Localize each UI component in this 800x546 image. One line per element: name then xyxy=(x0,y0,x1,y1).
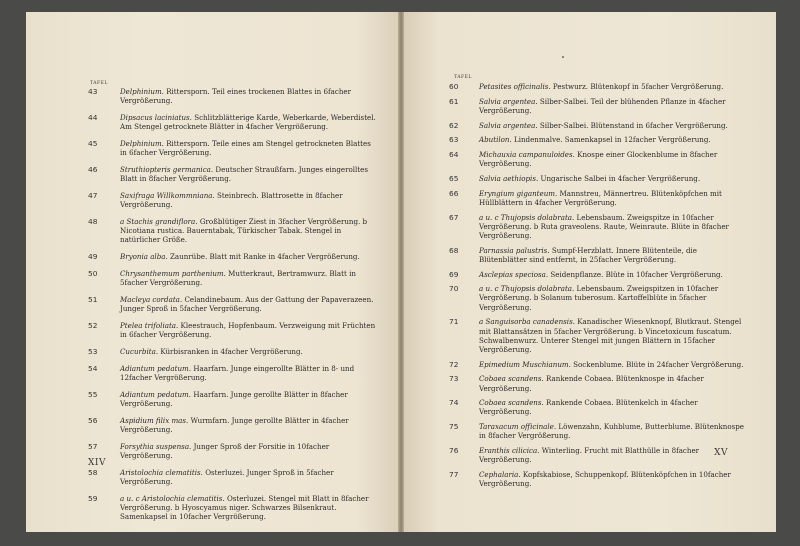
plate-entry xyxy=(88,442,378,460)
plate-entry xyxy=(449,446,747,464)
plate-entry xyxy=(449,246,747,264)
plate-caption xyxy=(120,321,378,339)
plate-caption xyxy=(479,213,747,241)
plate-description: Steinbrech. Blattrosette in 8facher Vergrößerung. xyxy=(120,191,343,210)
plate-description: Silber-Salbei. Teil der blühenden Pflanze in 4facher Vergrößerung. xyxy=(479,96,726,115)
plate-number: 56 xyxy=(88,415,98,425)
plate-caption xyxy=(479,398,747,416)
species-name: Aristolochia clematitis. xyxy=(120,467,203,477)
plate-number: 59 xyxy=(88,493,98,503)
right-entry-list xyxy=(449,82,747,494)
plate-description: Löwenzahn, Kuhblume, Butterblume. Blütenknospe in 8facher Vergrößerung. xyxy=(479,422,744,441)
book-gutter xyxy=(398,12,404,532)
plate-number: 43 xyxy=(88,87,98,96)
plate-description: Sumpf-Herzblatt. Innere Blütenteile, die Blütenblätter sind entfernt, in 25facher Vergrößerung. xyxy=(479,245,698,264)
plate-entry xyxy=(449,189,747,207)
species-name: Eranthis cilicica. xyxy=(479,446,540,456)
plate-caption xyxy=(479,150,747,168)
plate-number: 45 xyxy=(88,139,98,148)
plate-number: 71 xyxy=(449,317,459,327)
species-name: Struthiopteris germanica. xyxy=(120,165,214,174)
species-name: Salvia aethiopis. xyxy=(479,173,539,183)
plate-description: Celandinebaum. Aus der Gattung der Papaverazeen. Junger Sproß in 5facher Vergrößerung. xyxy=(120,295,374,314)
plate-entry xyxy=(88,494,378,522)
plate-entry xyxy=(88,191,378,209)
plate-description: Kleestrauch, Hopfenbaum. Verzweigung mit Früchten in 6facher Vergrößerung. xyxy=(120,321,376,340)
plate-description: Mannstreu, Männertreu. Blütenköpfchen mit Hüllblättern in 4facher Vergrößerung. xyxy=(479,188,722,207)
left-entry-list xyxy=(88,87,378,529)
species-name: Michauxia campanuloides. xyxy=(479,150,575,160)
plate-number: 57 xyxy=(88,441,98,451)
plate-number: 75 xyxy=(449,422,459,432)
plate-entry xyxy=(449,97,747,115)
plate-description: Wurmfarn. Junge gerollte Blätter in 4facher Vergrößerung. xyxy=(120,415,349,434)
plate-number: 72 xyxy=(449,359,459,369)
species-name: Epimedium Muschianum. xyxy=(479,359,571,369)
species-name: Delphinium. xyxy=(120,87,164,96)
plate-entry xyxy=(449,270,747,279)
plate-number: 44 xyxy=(88,113,98,122)
species-name: Cucurbita. xyxy=(120,347,159,356)
plate-description: Kürbisranken in 4facher Vergrößerung. xyxy=(160,347,303,356)
plate-number: 60 xyxy=(449,82,459,91)
left-page xyxy=(26,12,401,532)
plate-number: 50 xyxy=(88,269,98,278)
plate-number: 77 xyxy=(449,470,459,479)
plate-entry xyxy=(88,347,378,356)
plate-number: 61 xyxy=(449,96,459,106)
plate-description: Winterling. Frucht mit Blatthülle in 8facher Vergrößerung. xyxy=(479,446,700,465)
plate-number: 58 xyxy=(88,467,98,477)
plate-number: 49 xyxy=(88,252,98,262)
species-name: Ptelea trifoliata. xyxy=(120,321,179,330)
plate-caption xyxy=(479,422,747,440)
species-name: Macleya cordata. xyxy=(120,295,183,304)
plate-description: Rittersporn. Teil eines trockenen Blattes in 6facher Vergrößerung. xyxy=(120,87,351,106)
species-name: Abutilon. xyxy=(479,135,512,145)
plate-number: 73 xyxy=(449,374,459,384)
plate-caption xyxy=(120,252,378,261)
plate-entry xyxy=(449,374,747,392)
plate-entry xyxy=(449,121,747,130)
plate-number: 65 xyxy=(449,173,459,183)
plate-number: 53 xyxy=(88,347,98,356)
plate-description: Seidenpflanze. Blüte in 10facher Vergrößerung. xyxy=(550,269,723,279)
plate-number: 68 xyxy=(449,245,459,255)
plate-description: Lebensbaum. Zweigspitzen in 10facher Vergrößerung. b Solanum tuberosum. Kartoffelblüte in 5facher Vergrößerung. xyxy=(479,284,719,312)
plate-entry xyxy=(88,295,378,313)
plate-number: 55 xyxy=(88,389,98,399)
plate-description: Schlitzblätterige Karde, Weberkarde, Weberdistel. Am Stengel getrocknete Blätter in 4facher Vergrößerung. xyxy=(120,113,376,132)
plate-description: Großblütiger Ziest in 3facher Vergrößerung. b Nicotiana rustica. Bauerntabak, Türkischer Tabak. Stengel in natürlicher Größe. xyxy=(120,217,368,245)
tafel-label-right: TAFEL xyxy=(454,75,472,80)
species-name: Forsythia suspensa. xyxy=(120,441,192,451)
plate-description: Haarfarn. Junge eingerollte Blätter in 8- und 12facher Vergrößerung. xyxy=(120,363,355,382)
plate-description: Junger Sproß der Forsitie in 10facher Vergrößerung. xyxy=(120,441,330,460)
plate-description: Osterluzei. Junger Sproß in 5facher Vergrößerung. xyxy=(120,467,334,486)
plate-description: Zaunrübe. Blatt mit Ranke in 4facher Vergrößerung. xyxy=(170,252,360,262)
plate-entry xyxy=(88,269,378,287)
plate-description: Kanadischer Wiesenknopf, Blutkraut. Stengel mit Blattansätzen in 5facher Vergrößerung. b Vincetoxicum fuscatum. Schwalbenwurz. Unterer Stengel mit jungen Blättern in 15facher Vergrößerung. xyxy=(479,317,742,354)
plate-caption xyxy=(479,189,747,207)
plate-caption xyxy=(479,246,747,264)
plate-entry xyxy=(88,217,378,245)
plate-entry xyxy=(88,165,378,183)
species-name: Taraxacum officinale. xyxy=(479,422,557,432)
plate-entry xyxy=(449,360,747,369)
plate-caption xyxy=(120,139,378,157)
plate-entry xyxy=(449,213,747,241)
paper-speck xyxy=(562,56,564,58)
tafel-label-left: TAFEL xyxy=(90,81,108,86)
species-name: Salvia argentea. xyxy=(479,120,538,130)
plate-description: Deutscher Straußfarn. Junges eingerolltes Blatt in 8facher Vergrößerung. xyxy=(120,165,368,184)
plate-entry xyxy=(88,364,378,382)
plate-number: 64 xyxy=(449,150,459,160)
plate-entry xyxy=(88,113,378,131)
plate-entry xyxy=(449,470,747,488)
plate-description: Mutterkraut, Bertramwurz. Blatt in 5facher Vergrößerung. xyxy=(120,269,356,288)
plate-number: 70 xyxy=(449,284,459,294)
page-number-left: XIV xyxy=(88,458,106,468)
plate-caption xyxy=(120,468,378,486)
plate-caption xyxy=(120,347,378,356)
plate-caption xyxy=(120,390,378,408)
plate-number: 69 xyxy=(449,269,459,279)
plate-caption xyxy=(120,191,378,209)
plate-caption xyxy=(120,113,378,131)
species-name: Saxifraga Willkommniana. xyxy=(120,191,215,200)
plate-caption xyxy=(479,284,747,312)
plate-entry xyxy=(88,87,378,105)
plate-caption xyxy=(120,442,378,460)
plate-caption xyxy=(120,269,378,287)
species-name: a u. c Aristolochia clematitis. xyxy=(120,493,225,503)
species-name: Bryonia alba. xyxy=(120,252,168,262)
plate-number: 67 xyxy=(449,212,459,222)
species-name: Aspidium filix mas. xyxy=(120,415,189,425)
species-name: Cobaea scandens. xyxy=(479,374,544,384)
species-name: Salvia argentea. xyxy=(479,96,538,106)
plate-caption xyxy=(120,494,378,522)
species-name: Dipsacus laciniatus. xyxy=(120,113,192,122)
plate-entry xyxy=(88,416,378,434)
plate-number: 47 xyxy=(88,191,98,200)
species-name: Adiantum pedatum. xyxy=(120,389,192,399)
plate-entry xyxy=(88,252,378,261)
plate-caption xyxy=(120,295,378,313)
plate-caption xyxy=(120,364,378,382)
species-name: Asclepias speciosa. xyxy=(479,269,549,279)
plate-caption xyxy=(479,446,747,464)
plate-entry xyxy=(449,82,747,91)
plate-entry xyxy=(449,422,747,440)
species-name: a u. c Thujopsis dolabrata. xyxy=(479,284,575,294)
plate-description: Lindenmalve. Samenkapsel in 12facher Vergrößerung. xyxy=(513,135,711,145)
plate-entry xyxy=(449,174,747,183)
plate-entry xyxy=(88,390,378,408)
plate-number: 63 xyxy=(449,135,459,145)
plate-description: Rankende Cobaea. Blütenknospe in 4facher Vergrößerung. xyxy=(479,374,704,393)
plate-description: Silber-Salbei. Blütenstand in 6facher Vergrößerung. xyxy=(539,120,728,130)
plate-entry xyxy=(449,150,747,168)
plate-description: Kopfskabiose, Schuppenkopf. Blütenköpfchen in 10facher Vergrößerung. xyxy=(479,470,731,489)
plate-caption xyxy=(479,121,747,130)
plate-entry xyxy=(88,321,378,339)
plate-description: Haarfarn. Junge gerollte Blätter in 8facher Vergrößerung. xyxy=(120,389,348,408)
plate-entry xyxy=(449,317,747,354)
plate-entry xyxy=(449,284,747,312)
plate-number: 74 xyxy=(449,398,459,408)
species-name: Chrysanthemum parthenium. xyxy=(120,269,226,278)
plate-caption xyxy=(479,317,747,354)
plate-caption xyxy=(479,470,747,488)
page-number-right: XV xyxy=(714,448,728,458)
plate-caption xyxy=(479,270,747,279)
plate-caption xyxy=(120,416,378,434)
plate-description: Pestwurz. Blütenkopf in 5facher Vergrößerung. xyxy=(552,82,724,91)
species-name: Cephalaria. xyxy=(479,470,521,479)
plate-entry xyxy=(449,135,747,144)
plate-description: Osterluzei. Stengel mit Blatt in 8facher Vergrößerung. b Hyoscyamus niger. Schwarzes Bilsenkraut. Samenkapsel in 10facher Vergrößerung. xyxy=(120,493,369,522)
species-name: Petasites officinalis. xyxy=(479,82,551,91)
species-name: a Stachis grandiflora. xyxy=(120,217,198,226)
plate-caption xyxy=(120,87,378,105)
plate-number: 62 xyxy=(449,120,459,130)
plate-description: Rittersporn. Teile eines am Stengel getrockneten Blattes in 6facher Vergrößerung. xyxy=(120,139,371,158)
plate-caption xyxy=(479,82,747,91)
plate-caption xyxy=(479,174,747,183)
plate-number: 48 xyxy=(88,217,98,226)
plate-caption xyxy=(479,97,747,115)
plate-caption xyxy=(479,360,747,369)
plate-description: Rankende Cobaea. Blütenkelch in 4facher Vergrößerung. xyxy=(479,398,698,417)
right-page xyxy=(401,12,776,532)
plate-entry xyxy=(88,139,378,157)
plate-description: Ungarische Salbei in 4facher Vergrößerung. xyxy=(540,173,701,183)
plate-description: Knospe einer Glockenblume in 8facher Vergrößerung. xyxy=(479,150,718,169)
plate-description: Lebensbaum. Zweigspitze in 10facher Vergrößerung. b Ruta graveolens. Raute, Weinraute. Blüte in 8facher Vergrößerung. xyxy=(479,212,729,240)
plate-entry xyxy=(449,398,747,416)
plate-caption xyxy=(120,217,378,245)
plate-number: 54 xyxy=(88,363,98,373)
species-name: Adiantum pedatum. xyxy=(120,363,192,373)
plate-caption xyxy=(479,374,747,392)
species-name: Eryngium giganteum. xyxy=(479,188,558,198)
plate-caption xyxy=(120,165,378,183)
species-name: Cobaea scandens. xyxy=(479,398,544,408)
plate-description: Sockenblume. Blüte in 24facher Vergrößerung. xyxy=(573,359,744,369)
species-name: Delphinium. xyxy=(120,139,164,148)
species-name: a u. c Thujopsis dolabrata. xyxy=(479,212,575,222)
plate-number: 76 xyxy=(449,446,459,456)
book-spread xyxy=(26,12,776,532)
plate-caption xyxy=(479,135,747,144)
plate-number: 46 xyxy=(88,165,98,174)
plate-number: 66 xyxy=(449,188,459,198)
plate-number: 51 xyxy=(88,295,98,304)
plate-number: 52 xyxy=(88,321,98,330)
species-name: a Sanguisorba canadensis. xyxy=(479,317,575,327)
species-name: Parnassia palustris. xyxy=(479,245,550,255)
plate-entry xyxy=(88,468,378,486)
